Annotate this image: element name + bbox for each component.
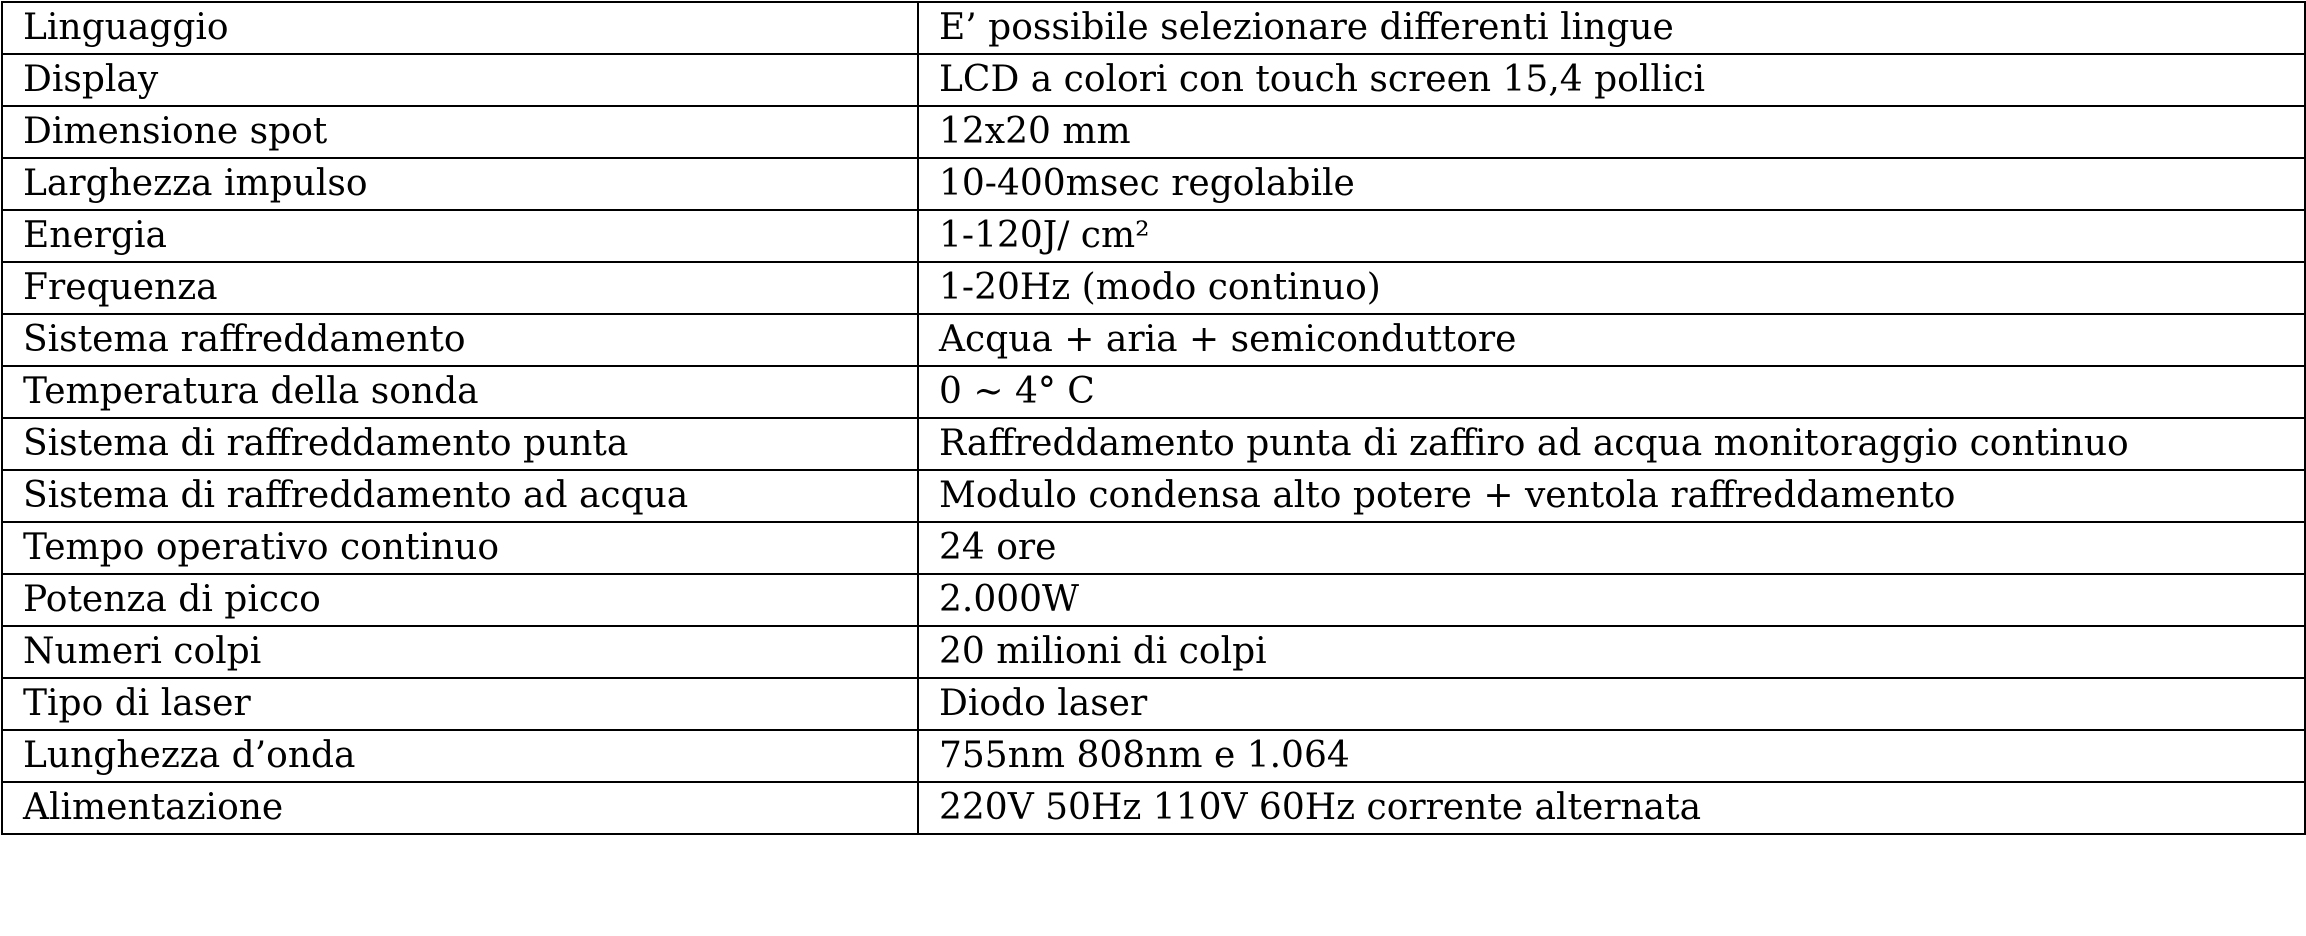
spec-label: Sistema di raffreddamento punta: [2, 418, 918, 470]
spec-table: [1, 1, 2306, 835]
spec-value: 1-120J/ cm²: [918, 210, 2305, 262]
table-row: [2, 210, 2305, 262]
spec-value: Diodo laser: [918, 678, 2305, 730]
spec-label: Lunghezza d’onda: [2, 730, 918, 782]
spec-value: 10-400msec regolabile: [918, 158, 2305, 210]
spec-label: Dimensione spot: [2, 106, 918, 158]
table-row: [2, 106, 2305, 158]
spec-label: Display: [2, 54, 918, 106]
table-row: [2, 470, 2305, 522]
spec-value: LCD a colori con touch screen 15,4 pollici: [918, 54, 2305, 106]
table-row: [2, 314, 2305, 366]
spec-value: E’ possibile selezionare differenti lingue: [918, 2, 2305, 54]
spec-value: 1-20Hz (modo continuo): [918, 262, 2305, 314]
spec-value: Raffreddamento punta di zaffiro ad acqua monitoraggio continuo: [918, 418, 2305, 470]
spec-value: 0 ~ 4° C: [918, 366, 2305, 418]
spec-label: Tipo di laser: [2, 678, 918, 730]
spec-value: 2.000W: [918, 574, 2305, 626]
spec-value: 24 ore: [918, 522, 2305, 574]
table-row: [2, 782, 2305, 834]
table-row: [2, 418, 2305, 470]
table-row: [2, 678, 2305, 730]
spec-label: Numeri colpi: [2, 626, 918, 678]
spec-value: 220V 50Hz 110V 60Hz corrente alternata: [918, 782, 2305, 834]
table-row: [2, 730, 2305, 782]
table-row: [2, 262, 2305, 314]
spec-value: Modulo condensa alto potere + ventola raffreddamento: [918, 470, 2305, 522]
spec-label: Linguaggio: [2, 2, 918, 54]
spec-value: 755nm 808nm e 1.064: [918, 730, 2305, 782]
table-row: [2, 2, 2305, 54]
spec-label: Temperatura della sonda: [2, 366, 918, 418]
spec-label: Potenza di picco: [2, 574, 918, 626]
table-row: [2, 366, 2305, 418]
spec-value: 12x20 mm: [918, 106, 2305, 158]
table-row: [2, 522, 2305, 574]
spec-label: Alimentazione: [2, 782, 918, 834]
table-row: [2, 574, 2305, 626]
spec-label: Frequenza: [2, 262, 918, 314]
spec-label: Sistema raffreddamento: [2, 314, 918, 366]
spec-value: Acqua + aria + semiconduttore: [918, 314, 2305, 366]
table-row: [2, 158, 2305, 210]
spec-label: Tempo operativo continuo: [2, 522, 918, 574]
spec-value: 20 milioni di colpi: [918, 626, 2305, 678]
spec-label: Sistema di raffreddamento ad acqua: [2, 470, 918, 522]
spec-label: Larghezza impulso: [2, 158, 918, 210]
table-row: [2, 626, 2305, 678]
spec-label: Energia: [2, 210, 918, 262]
table-row: [2, 54, 2305, 106]
